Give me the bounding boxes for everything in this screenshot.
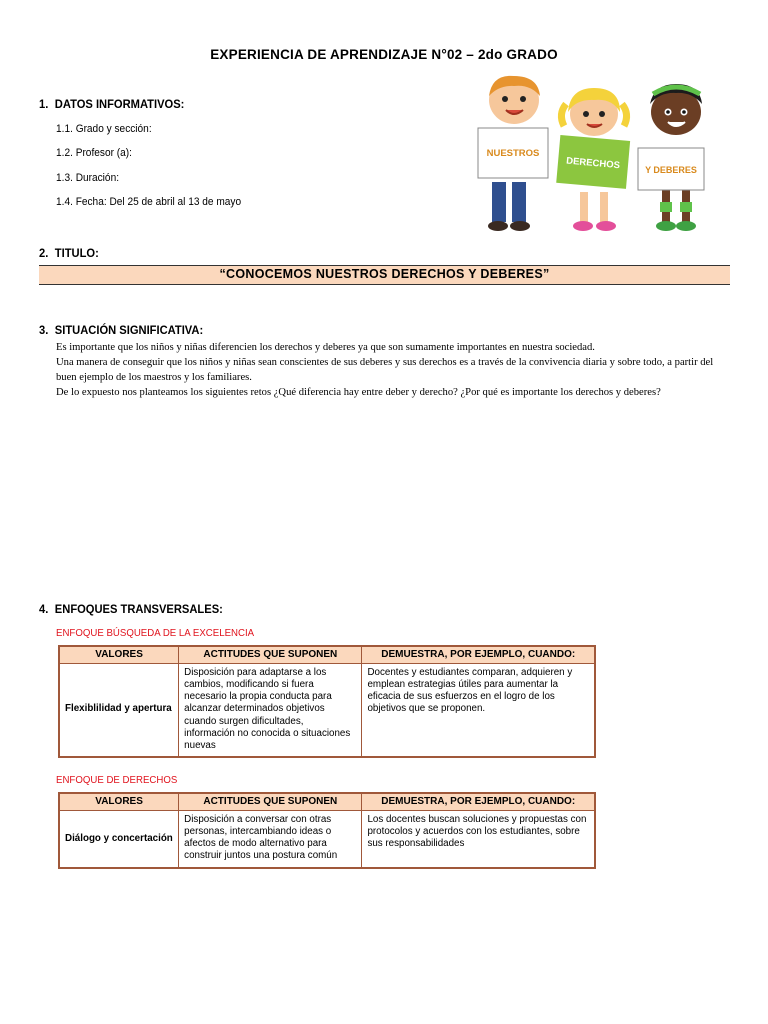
enfoque-excelencia-table [58,645,596,758]
section-4-heading [39,602,223,616]
sign-derechos [556,135,630,189]
table-header-row [59,793,595,810]
info-grado-seccion: 1.1. Grado y sección: [56,123,152,135]
paragraph: Una manera de conseguir que los niños y niñas sean conscientes de sus deberes y sus derechos es a través de la convivencia diaria y sobre todo, a partir del buen ejemplo de los maestros y los familiares. [56,357,714,383]
title-banner: “CONOCEMOS NUESTROS DERECHOS Y DEBERES” [39,265,730,285]
section-2-title: TITULO: [54,246,99,260]
header-demuestra: DEMUESTRA, POR EJEMPLO, CUANDO: [362,646,595,663]
header-valores: VALORES [59,646,179,663]
cell-actitudes: Disposición a conversar con otras personas, intercambiando ideas o afectos de modo alternativo para construir juntos una postura común [179,810,362,868]
table-header-row [59,646,595,663]
info-profesor: 1.2. Profesor (a): [56,147,132,159]
table-row [59,663,595,757]
section-4-title: ENFOQUES TRANSVERSALES: [54,602,223,616]
header-actitudes: ACTITUDES QUE SUPONEN [179,646,362,663]
table-row [59,810,595,868]
sign-y-deberes-text: Y DEBERES [645,165,697,175]
header-actitudes: ACTITUDES QUE SUPONEN [179,793,362,810]
sign-nuestros [478,128,548,178]
sign-nuestros-text: NUESTROS [486,148,540,159]
cell-valor: Flexiblilidad y apertura [59,663,179,757]
header-valores: VALORES [59,793,179,810]
enfoque-excelencia-title: ENFOQUE BÚSQUEDA DE LA EXCELENCIA [56,627,255,639]
paragraph: De lo expuesto nos planteamos los siguientes retos ¿Qué diferencia hay entre deber y derecho? ¿Por qué es importante los derechos y deberes? [56,387,661,398]
cell-demuestra: Docentes y estudiantes comparan, adquieren y emplean estrategias útiles para aumentar la eficacia de sus esfuerzos en el logro de los objetivos que se proponen. [362,663,595,757]
cell-demuestra: Los docentes buscan soluciones y propuestas con protocolos y acuerdos con los estudiantes, sobre sus responsabilidades [362,810,595,868]
section-4-number: 4. [39,602,49,616]
situacion-significativa-text [56,340,731,400]
enfoque-derechos-title: ENFOQUE DE DERECHOS [56,774,178,786]
kids-with-signs-image [472,74,734,234]
section-2-number: 2. [39,246,49,260]
cell-actitudes: Disposición para adaptarse a los cambios, modificando si fuera necesario la propia conducta para alcanzar determinados objetivos cuando surgen dificultades, información no conocida o situaciones nuevas [179,663,362,757]
section-1-number: 1. [39,97,49,111]
enfoque-derechos-table [58,792,596,869]
sign-y-deberes [638,148,704,190]
section-3-title: SITUACIÓN SIGNIFICATIVA: [54,323,204,337]
paragraph: Es importante que los niños y niñas diferencien los derechos y deberes ya que son sumamente importantes en nuestra sociedad. [56,342,595,353]
section-1-heading [39,97,184,111]
info-duracion: 1.3. Duración: [56,172,120,184]
section-1-title: DATOS INFORMATIVOS: [54,97,185,111]
header-demuestra: DEMUESTRA, POR EJEMPLO, CUANDO: [362,793,595,810]
section-3-number: 3. [39,323,49,337]
section-2-heading [39,246,99,260]
document-title: EXPERIENCIA DE APRENDIZAJE N°02 – 2do GRADO [210,47,558,62]
sign-derechos-text: DERECHOS [565,155,621,172]
info-fecha: 1.4. Fecha: Del 25 de abril al 13 de mayo [56,196,242,208]
section-3-heading [39,323,203,337]
cell-valor: Diálogo y concertación [59,810,179,868]
